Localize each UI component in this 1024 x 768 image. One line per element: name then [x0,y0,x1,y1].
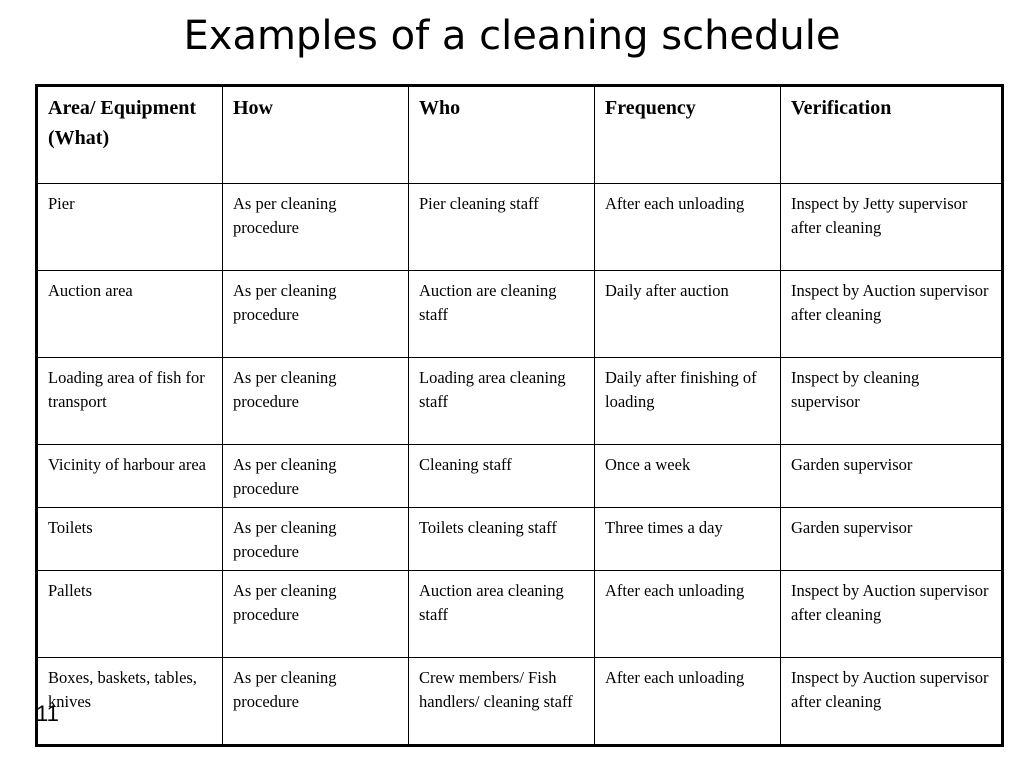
table-cell: After each unloading [595,184,781,271]
table-cell: Pier cleaning staff [409,184,595,271]
table-cell: Inspect by Auction supervisor after cleaning [781,271,1003,358]
table-cell: As per cleaning procedure [223,658,409,746]
table-cell: As per cleaning procedure [223,271,409,358]
table-row [37,658,1003,746]
table-header-row [37,86,1003,184]
table-row [37,508,1003,571]
table-row [37,445,1003,508]
header-how: How [223,86,409,184]
header-verification: Verification [781,86,1003,184]
table-cell: Toilets cleaning staff [409,508,595,571]
table-cell: After each unloading [595,658,781,746]
table-cell: Pier [37,184,223,271]
page-title: Examples of a cleaning schedule [183,13,841,59]
table-cell: As per cleaning procedure [223,184,409,271]
table-cell: As per cleaning procedure [223,358,409,445]
table-cell: Garden supervisor [781,445,1003,508]
table-cell: Auction area [37,271,223,358]
table-cell: Garden supervisor [781,508,1003,571]
table-cell: As per cleaning procedure [223,508,409,571]
table-cell: Pallets [37,571,223,658]
cleaning-schedule-table [35,84,1004,747]
table-row [37,271,1003,358]
table-cell: Boxes, baskets, tables, knives [37,658,223,746]
table-cell: As per cleaning procedure [223,571,409,658]
table-cell: Once a week [595,445,781,508]
table-cell: Vicinity of harbour area [37,445,223,508]
header-area-equipment: Area/ Equipment (What) [37,86,223,184]
table-cell: After each unloading [595,571,781,658]
table-cell: Auction area cleaning staff [409,571,595,658]
table-row [37,571,1003,658]
table-cell: Auction are cleaning staff [409,271,595,358]
table-cell: Daily after auction [595,271,781,358]
header-who: Who [409,86,595,184]
page-number: 11 [36,701,59,726]
table-cell: Loading area cleaning staff [409,358,595,445]
table-cell: Three times a day [595,508,781,571]
table-cell: Loading area of fish for transport [37,358,223,445]
table-cell: Daily after finishing of loading [595,358,781,445]
table-cell: Crew members/ Fish handlers/ cleaning staff [409,658,595,746]
table-cell: As per cleaning procedure [223,445,409,508]
header-frequency: Frequency [595,86,781,184]
table-cell: Inspect by Auction supervisor after cleaning [781,571,1003,658]
table-cell: Inspect by cleaning supervisor [781,358,1003,445]
table-cell: Inspect by Jetty supervisor after cleaning [781,184,1003,271]
table-cell: Toilets [37,508,223,571]
table-row [37,184,1003,271]
table-row [37,358,1003,445]
table-cell: Cleaning staff [409,445,595,508]
table-cell: Inspect by Auction supervisor after cleaning [781,658,1003,746]
